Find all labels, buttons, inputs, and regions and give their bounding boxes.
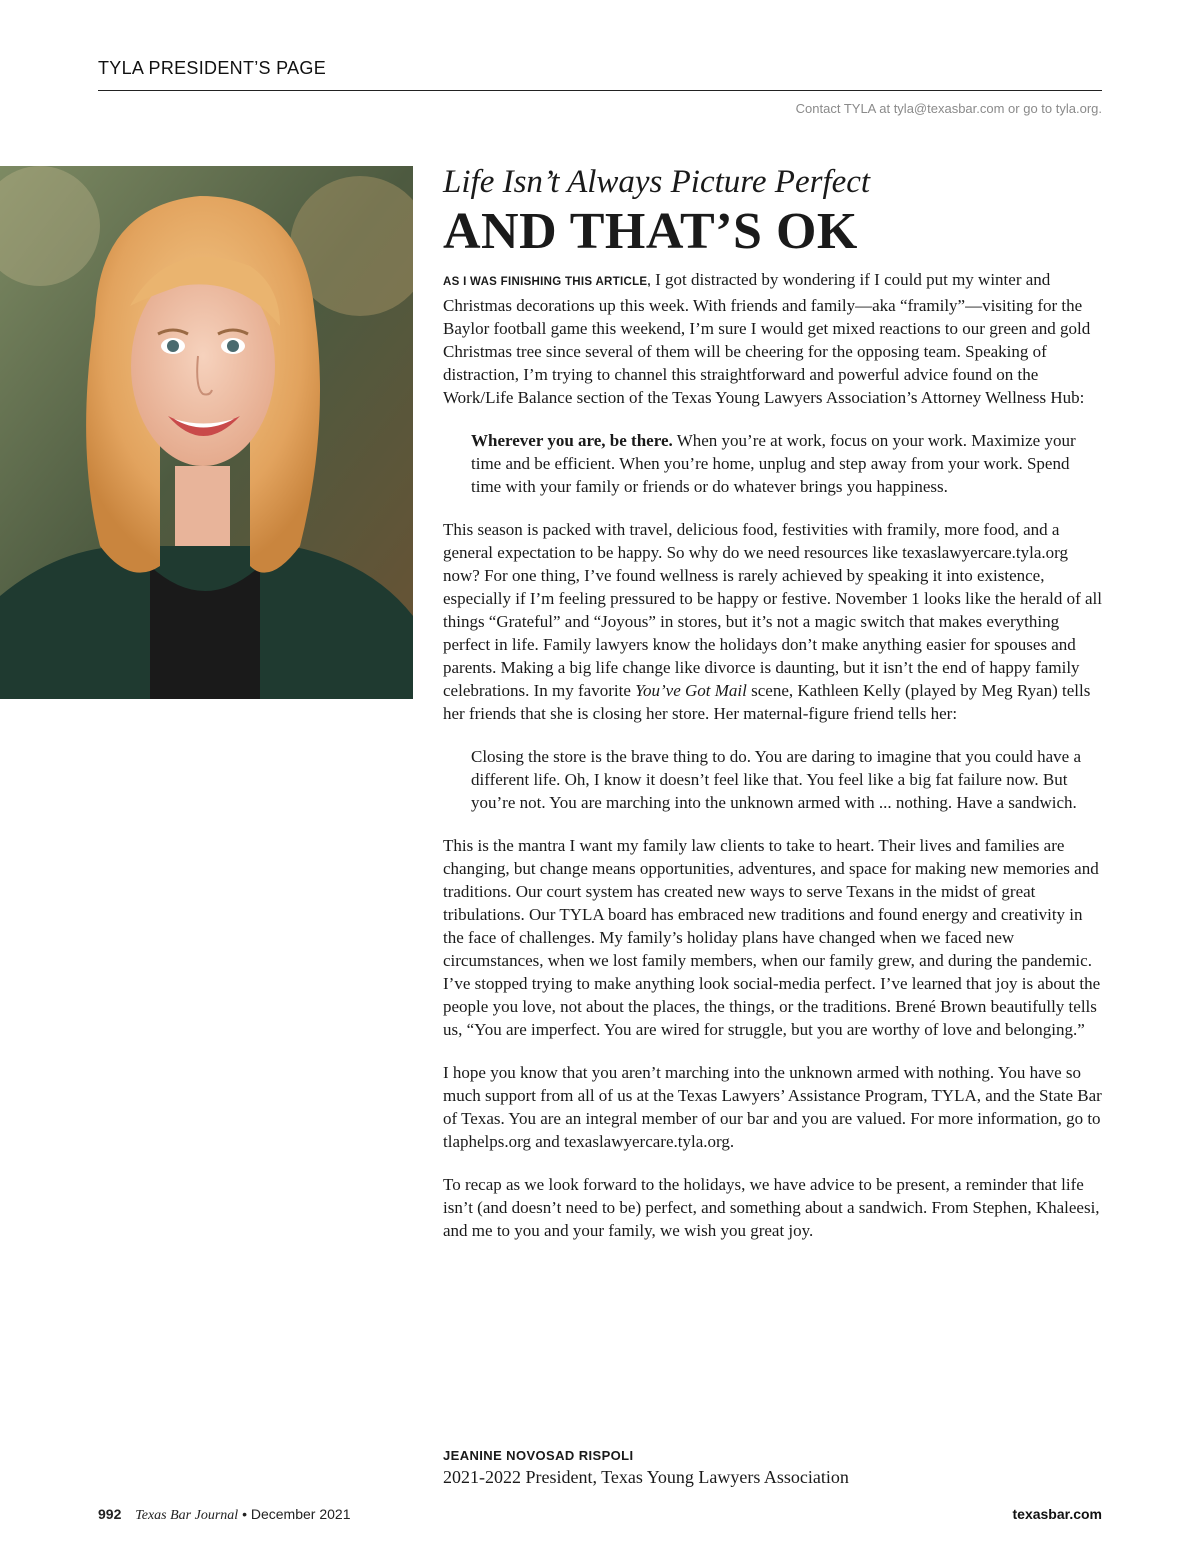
header-divider [98, 90, 1102, 91]
paragraph-2-text-a: This season is packed with travel, delicious food, festivities with framily, more food, and a general expectation to be happy. So why do we need resources like texaslawyercare.tyla.org now? For one thing, I’ve found wellness is rarely achieved by speaking it into existence, especially if I’m feeling pressured to be happy or festive. November 1 looks like the herald of all things “Grateful” and “Joyous” in stores, but it’s not a magic switch that makes everything perfect in life. Family lawyers know the holidays don’t make anything easier for spouses and parents. Making a big life change like divorce is daunting, but it isn’t the end of happy family celebrations. In my favorite [443, 520, 1103, 700]
paragraph-2 [443, 518, 1103, 725]
footer-site-link[interactable]: texasbar.com [1012, 1506, 1102, 1522]
author-name: JEANINE NOVOSAD RISPOLI [443, 1448, 634, 1463]
article-headline: AND THAT’S OK [443, 203, 858, 260]
footer-bullet: • [242, 1506, 247, 1522]
page-number: 992 [98, 1506, 122, 1522]
film-title: You’ve Got Mail [635, 681, 747, 700]
block-quote-2: Closing the store is the brave thing to do. You are daring to imagine that you could have a different life. Oh, I know it doesn’t feel like that. You feel like a big fat failure now. But you’re not. You are marching into the unknown armed with ... nothing. Have a sandwich. [471, 747, 1081, 812]
author-portrait [0, 166, 413, 699]
paragraph-3: This is the mantra I want my family law clients to take to heart. Their lives and families are changing, but change means opportunities, adventures, and space for making new memories and traditions. Our court system has created new ways to serve Texans in the midst of great tribulations. Our TYLA board has embraced new traditions and found energy and creativity in the face of challenges. My family’s holiday plans have changed when we faced new circumstances, when we lost family members, when our family grew, and during the pandemic. I’ve stopped trying to make anything look social-media perfect. I’ve learned that joy is about the people you love, not about the places, the things, or the traditions. Brené Brown beautifully tells us, “You are imperfect. You are wired for struggle, but you are worthy of love and belonging.” [443, 836, 1101, 1039]
block-quote-1-text: When you’re at work, focus on your work. Maximize your time and be efficient. When you’re home, unplug and step away from your work. Spend time with your family or friends or do whatever brings you happiness. [471, 431, 1076, 496]
contact-line: Contact TYLA at tyla@texasbar.com or go to tyla.org. [795, 101, 1102, 116]
block-quote-1 [471, 429, 1103, 498]
issue-date: December 2021 [250, 1506, 351, 1522]
paragraph-1 [443, 268, 1103, 409]
paragraph-4: I hope you know that you aren’t marching into the unknown armed with nothing. You have so much support from all of us at the Texas Lawyers’ Assistance Program, TYLA, and the State Bar of Texas. You are an integral member of our bar and you are valued. For more information, go to tlaphelps.org and texaslawyercare.tyla.org. [443, 1063, 1102, 1151]
journal-name: Texas Bar Journal [135, 1508, 239, 1523]
article-body [443, 162, 1103, 1262]
paragraph-1-text: I got distracted by wondering if I could put my winter and Christmas decorations up this week. With friends and family—aka “framily”—visiting for the Baylor football game this weekend, I’m sure I would get mixed reactions to our green and gold Christmas tree since several of them will be cheering for the opposing team. Speaking of distraction, I’m trying to channel this straightforward and powerful advice found on the Work/Life Balance section of the Texas Young Lawyers Association’s Attorney Wellness Hub: [443, 270, 1091, 407]
author-title: 2021-2022 President, Texas Young Lawyers Association [443, 1467, 849, 1487]
section-label: TYLA PRESIDENT’S PAGE [98, 58, 327, 78]
footer-folio [98, 1506, 351, 1524]
block-quote-1-bold: Wherever you are, be there. [471, 431, 673, 450]
article-kicker: Life Isn’t Always Picture Perfect [443, 164, 871, 200]
paragraph-5: To recap as we look forward to the holidays, we have advice to be present, a reminder that life isn’t (and doesn’t need to be) perfect, and something about a sandwich. From Stephen, Khaleesi, and me to you and your family, we wish you great joy. [443, 1175, 1100, 1240]
lead-in: AS I WAS FINISHING THIS ARTICLE, [443, 276, 651, 288]
author-signature [443, 1448, 849, 1488]
paragraph-2-text-b: scene, Kathleen Kelly (played by Meg Ryan) tells her friends that she is closing her store. Her maternal-figure friend tells her: [443, 681, 1091, 723]
